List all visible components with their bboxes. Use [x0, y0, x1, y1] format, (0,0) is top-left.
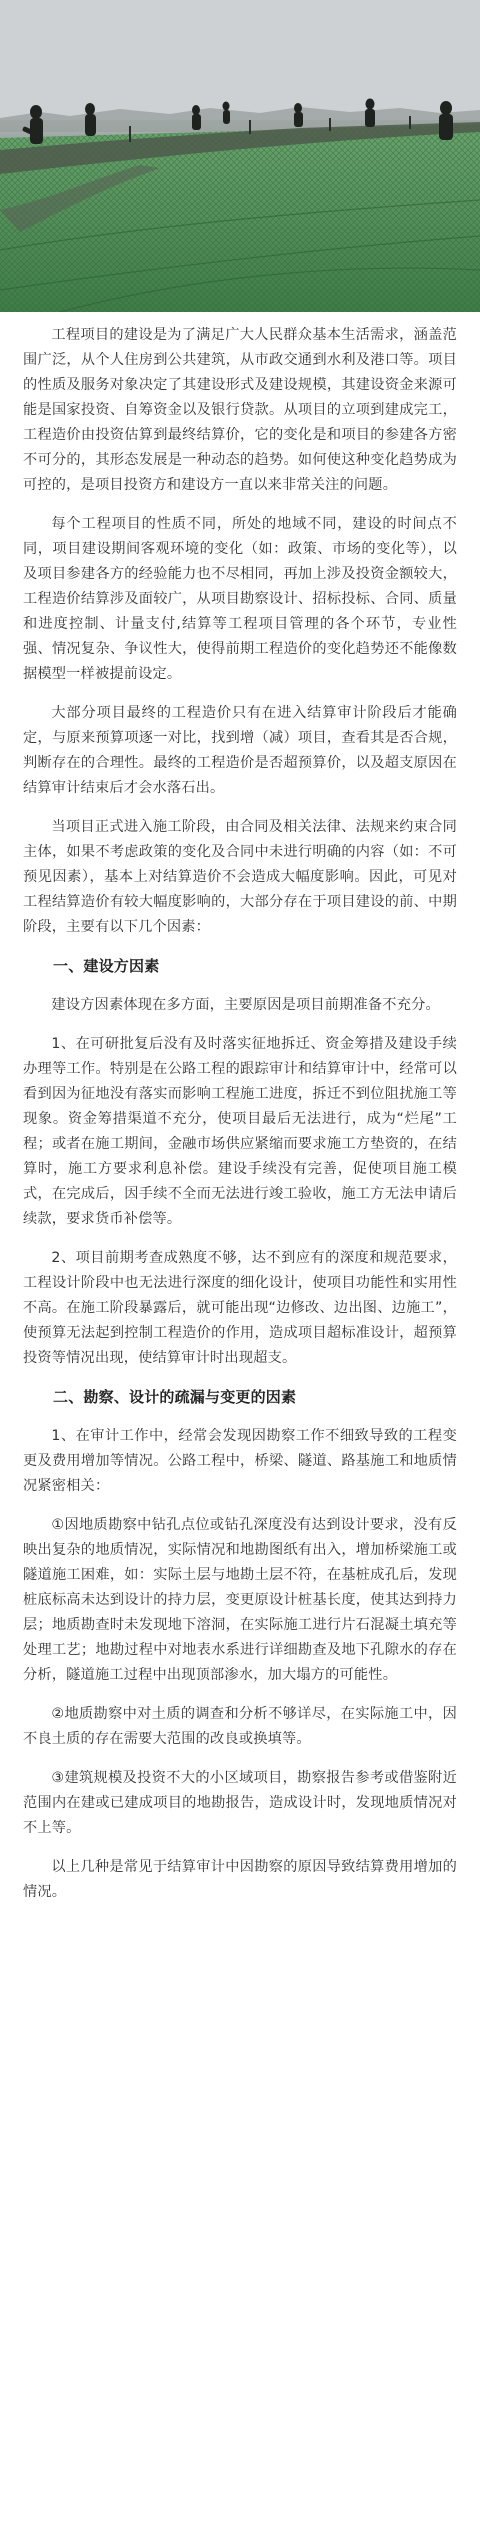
paragraph-owner-summary: 建设方因素体现在多方面，主要原因是项目前期准备不充分。 [51, 997, 440, 1013]
article-body [0, 312, 480, 1905]
construction-site-photo-icon [0, 0, 480, 312]
paragraph-owner-point-1: 1、在可研批复后没有及时落实征地拆迁、资金筹措及建设手续办理等工作。特别是在公路工程的跟踪审计和结算审计中，经常可以看到因为征地没有落实而影响工程施工进度，拆迁不到位阻扰施工等现象。资金筹措渠道不充分，使项目最后无法进行，成为“烂尾”工程；或者在施工期间，金融市场供应紧缩而要求施工方垫资的，在结算时，施工方要求利息补偿。建设手续没有完善，促使项目施工模式，在完成后，因手续不全而无法进行竣工验收，施工方无法申请后续款，要求货币补偿等。 [23, 1036, 457, 1227]
paragraph-survey-item-1: ①因地质勘察中钻孔点位或钻孔深度没有达到设计要求，没有反映出复杂的地质情况，实际情况和地勘图纸有出入，增加桥梁施工或隧道施工困难，如：实际土层与地勘土层不符，在基桩成孔后，发现桩底标高未达到设计的持力层，变更原设计桩基长度，使其达到持力层；地质勘查时未发现地下溶洞，在实际施工进行片石混凝土填充等处理工艺；地勘过程中对地表水系进行详细勘查及地下孔隙水的存在分析，隧道施工过程中出现顶部渗水，加大塌方的可能性。 [23, 1517, 457, 1683]
paragraph-survey-point-1: 1、在审计工作中，经常会发现因勘察工作不细致导致的工程变更及费用增加等情况。公路工程中，桥梁、隧道、路基施工和地质情况紧密相关： [23, 1428, 457, 1494]
paragraph-survey-item-2: ②地质勘察中对土质的调查和分析不够详尽，在实际施工中，因不良土质的存在需要大范围的改良或换填等。 [23, 1706, 457, 1747]
paragraph-survey-conclusion: 以上几种是常见于结算审计中因勘察的原因导致结算费用增加的情况。 [23, 1859, 457, 1900]
hero-photo [0, 0, 480, 312]
paragraph-construction-stage: 当项目正式进入施工阶段，由合同及相关法律、法规来约束合同主体，如果不考虑政策的变化及合同中未进行明确的内容（如：不可预见因素），基本上对结算造价不会造成大幅度影响。因此，可见对工程结算造价有较大幅度影响的，大部分存在于项目建设的前、中期阶段，主要有以下几个因素： [23, 819, 457, 935]
section-heading-survey-design-factors: 二、勘察、设计的疏漏与变更的因素 [53, 1388, 297, 1406]
paragraph-owner-point-2: 2、项目前期考查成熟度不够，达不到应有的深度和规范要求，工程设计阶段中也无法进行深度的细化设计，使项目功能性和实用性不高。在施工阶段暴露后，就可能出现“边修改、边出图、边施工”，使预算无法起到控制工程造价的作用，造成项目超标准设计，超预算投资等情况出现，使结算审计时出现超支。 [23, 1250, 457, 1366]
paragraph-survey-item-3: ③建筑规模及投资不大的小区域项目，勘察报告参考或借鉴附近范围内在建或已建成项目的地勘报告，造成设计时，发现地质情况对不上等。 [23, 1770, 457, 1836]
paragraph-intro: 工程项目的建设是为了满足广大人民群众基本生活需求，涵盖范围广泛，从个人住房到公共建筑，从市政交通到水利及港口等。项目的性质及服务对象决定了其建设形式及建设规模，其建设资金来源可能是国家投资、自筹资金以及银行贷款。从项目的立项到建成完工，工程造价由投资估算到最终结算价，它的变化是和项目的参建各方密不可分的，其形态发展是一种动态的趋势。如何使这种变化趋势成为可控的，是项目投资方和建设方一直以来非常关注的问题。 [23, 327, 457, 493]
paragraph-project-variation: 每个工程项目的性质不同，所处的地域不同，建设的时间点不同，项目建设期间客观环境的变化（如：政策、市场的变化等），以及项目参建各方的经验能力也不尽相同，再加上涉及投资金额较大，工程造价结算涉及面较广，从项目勘察设计、招标投标、合同、质量和进度控制、计量支付,结算等工程项目管理的各个环节，专业性强、情况复杂、争议性大，使得前期工程造价的变化趋势还不能像数据模型一样被提前设定。 [23, 516, 457, 682]
paragraph-settlement-audit: 大部分项目最终的工程造价只有在进入结算审计阶段后才能确定，与原来预算项逐一对比，找到增（减）项目，查看其是否合规，判断存在的合理性。最终的工程造价是否超预算价，以及超支原因在结算审计结束后才会水落石出。 [23, 705, 457, 796]
section-heading-owner-factors: 一、建设方因素 [53, 957, 160, 975]
